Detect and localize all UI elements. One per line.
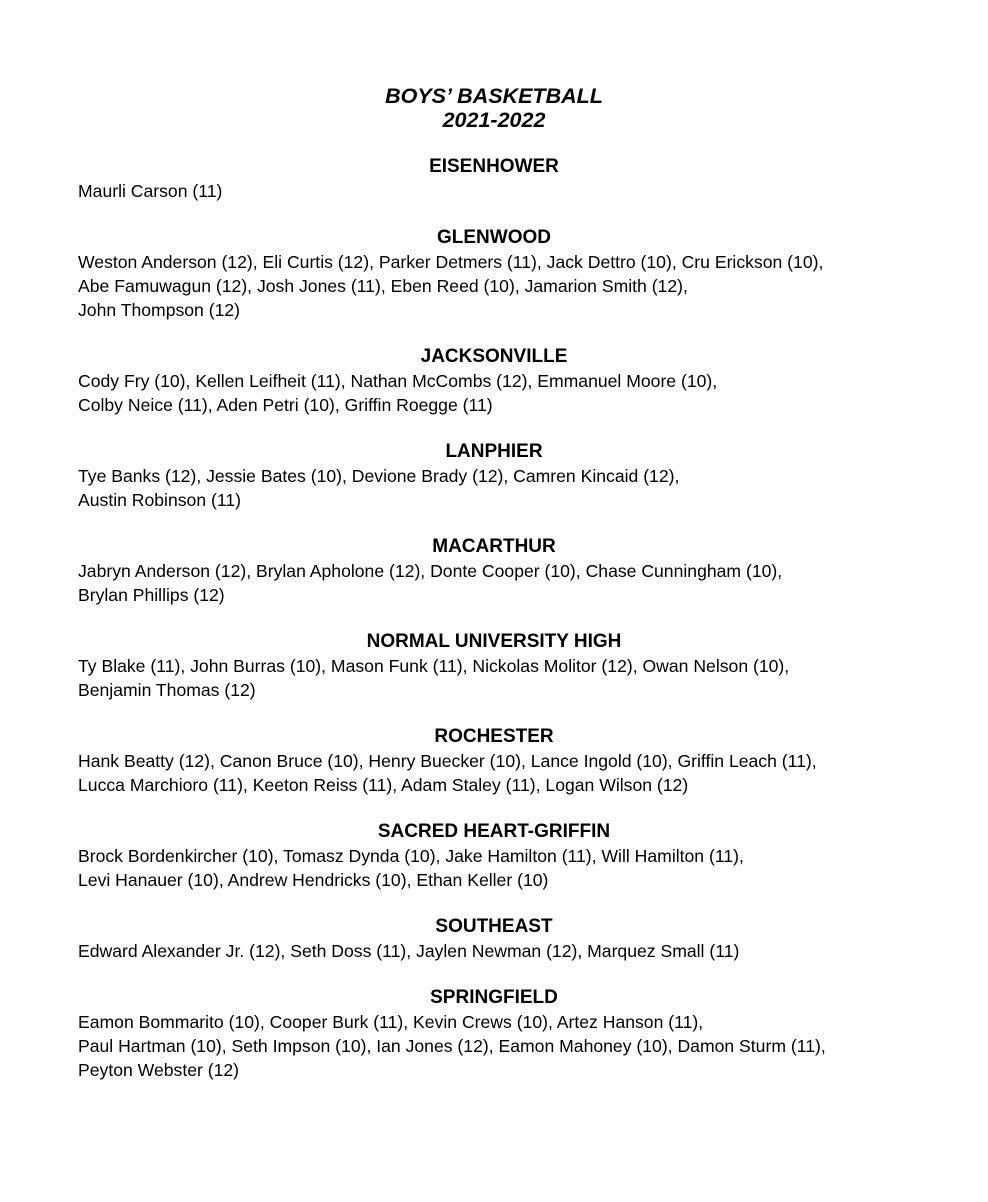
roster-line: Brylan Phillips (12) [78,585,225,605]
team-header: LANPHIER [445,441,543,462]
team-section-normal-university-high [78,630,910,702]
team-section-southeast [78,915,910,963]
roster-line: Eamon Bommarito (10), Cooper Burk (11), Kevin Crews (10), Artez Hanson (11), [78,1012,704,1032]
roster-line: Ty Blake (11), John Burras (10), Mason Funk (11), Nickolas Molitor (12), Owan Nelson (10), [78,656,790,676]
roster-line: Cody Fry (10), Kellen Leifheit (11), Nathan McCombs (12), Emmanuel Moore (10), [78,371,718,391]
doc-subtitle: 2021-2022 [442,108,546,132]
team-header: SPRINGFIELD [430,987,558,1008]
team-header: SACRED HEART-GRIFFIN [377,821,611,842]
team-header: NORMAL UNIVERSITY HIGH [366,631,622,652]
roster-line: Brock Bordenkircher (10), Tomasz Dynda (10), Jake Hamilton (11), Will Hamilton (11), [78,846,744,866]
roster-line: Benjamin Thomas (12) [78,680,256,700]
roster-line: Abe Famuwagun (12), Josh Jones (11), Eben Reed (10), Jamarion Smith (12), [78,276,688,296]
team-section-macarthur [78,535,910,607]
roster-line: Paul Hartman (10), Seth Impson (10), Ian Jones (12), Eamon Mahoney (10), Damon Sturm (11), [78,1036,826,1056]
team-section-sacred-heart-griffin [78,820,910,892]
roster-line: Levi Hanauer (10), Andrew Hendricks (10), Ethan Keller (10) [78,870,549,890]
roster-line: Edward Alexander Jr. (12), Seth Doss (11), Jaylen Newman (12), Marquez Small (11) [78,941,740,961]
roster-line: Jabryn Anderson (12), Brylan Apholone (12), Donte Cooper (10), Chase Cunningham (10), [78,561,783,581]
team-section-lanphier [78,440,910,512]
doc-title: BOYS’ BASKETBALL [385,84,603,108]
roster-line: John Thompson (12) [78,300,241,320]
team-header: SOUTHEAST [435,916,553,937]
roster-line: Austin Robinson (11) [78,490,241,510]
roster-line: Hank Beatty (12), Canon Bruce (10), Henry Buecker (10), Lance Ingold (10), Griffin Leach (11), [78,751,817,771]
team-section-glenwood [78,226,910,322]
team-section-jacksonville [78,345,910,417]
team-header: GLENWOOD [437,227,551,248]
team-header: JACKSONVILLE [420,346,568,367]
team-header: ROCHESTER [434,726,554,747]
team-header: MACARTHUR [432,536,556,557]
team-section-springfield [78,986,910,1082]
team-section-eisenhower [78,155,910,203]
roster-line: Peyton Webster (12) [78,1060,240,1080]
roster-line: Colby Neice (11), Aden Petri (10), Griffin Roegge (11) [78,395,493,415]
roster-line: Tye Banks (12), Jessie Bates (10), Devione Brady (12), Camren Kincaid (12), [78,466,680,486]
roster-line: Maurli Carson (11) [78,181,223,201]
roster-line: Lucca Marchioro (11), Keeton Reiss (11), Adam Staley (11), Logan Wilson (12) [78,775,689,795]
team-header: EISENHOWER [429,156,559,177]
team-section-rochester [78,725,910,797]
roster-line: Weston Anderson (12), Eli Curtis (12), Parker Detmers (11), Jack Dettro (10), Cru Erickson (10), [78,252,824,272]
